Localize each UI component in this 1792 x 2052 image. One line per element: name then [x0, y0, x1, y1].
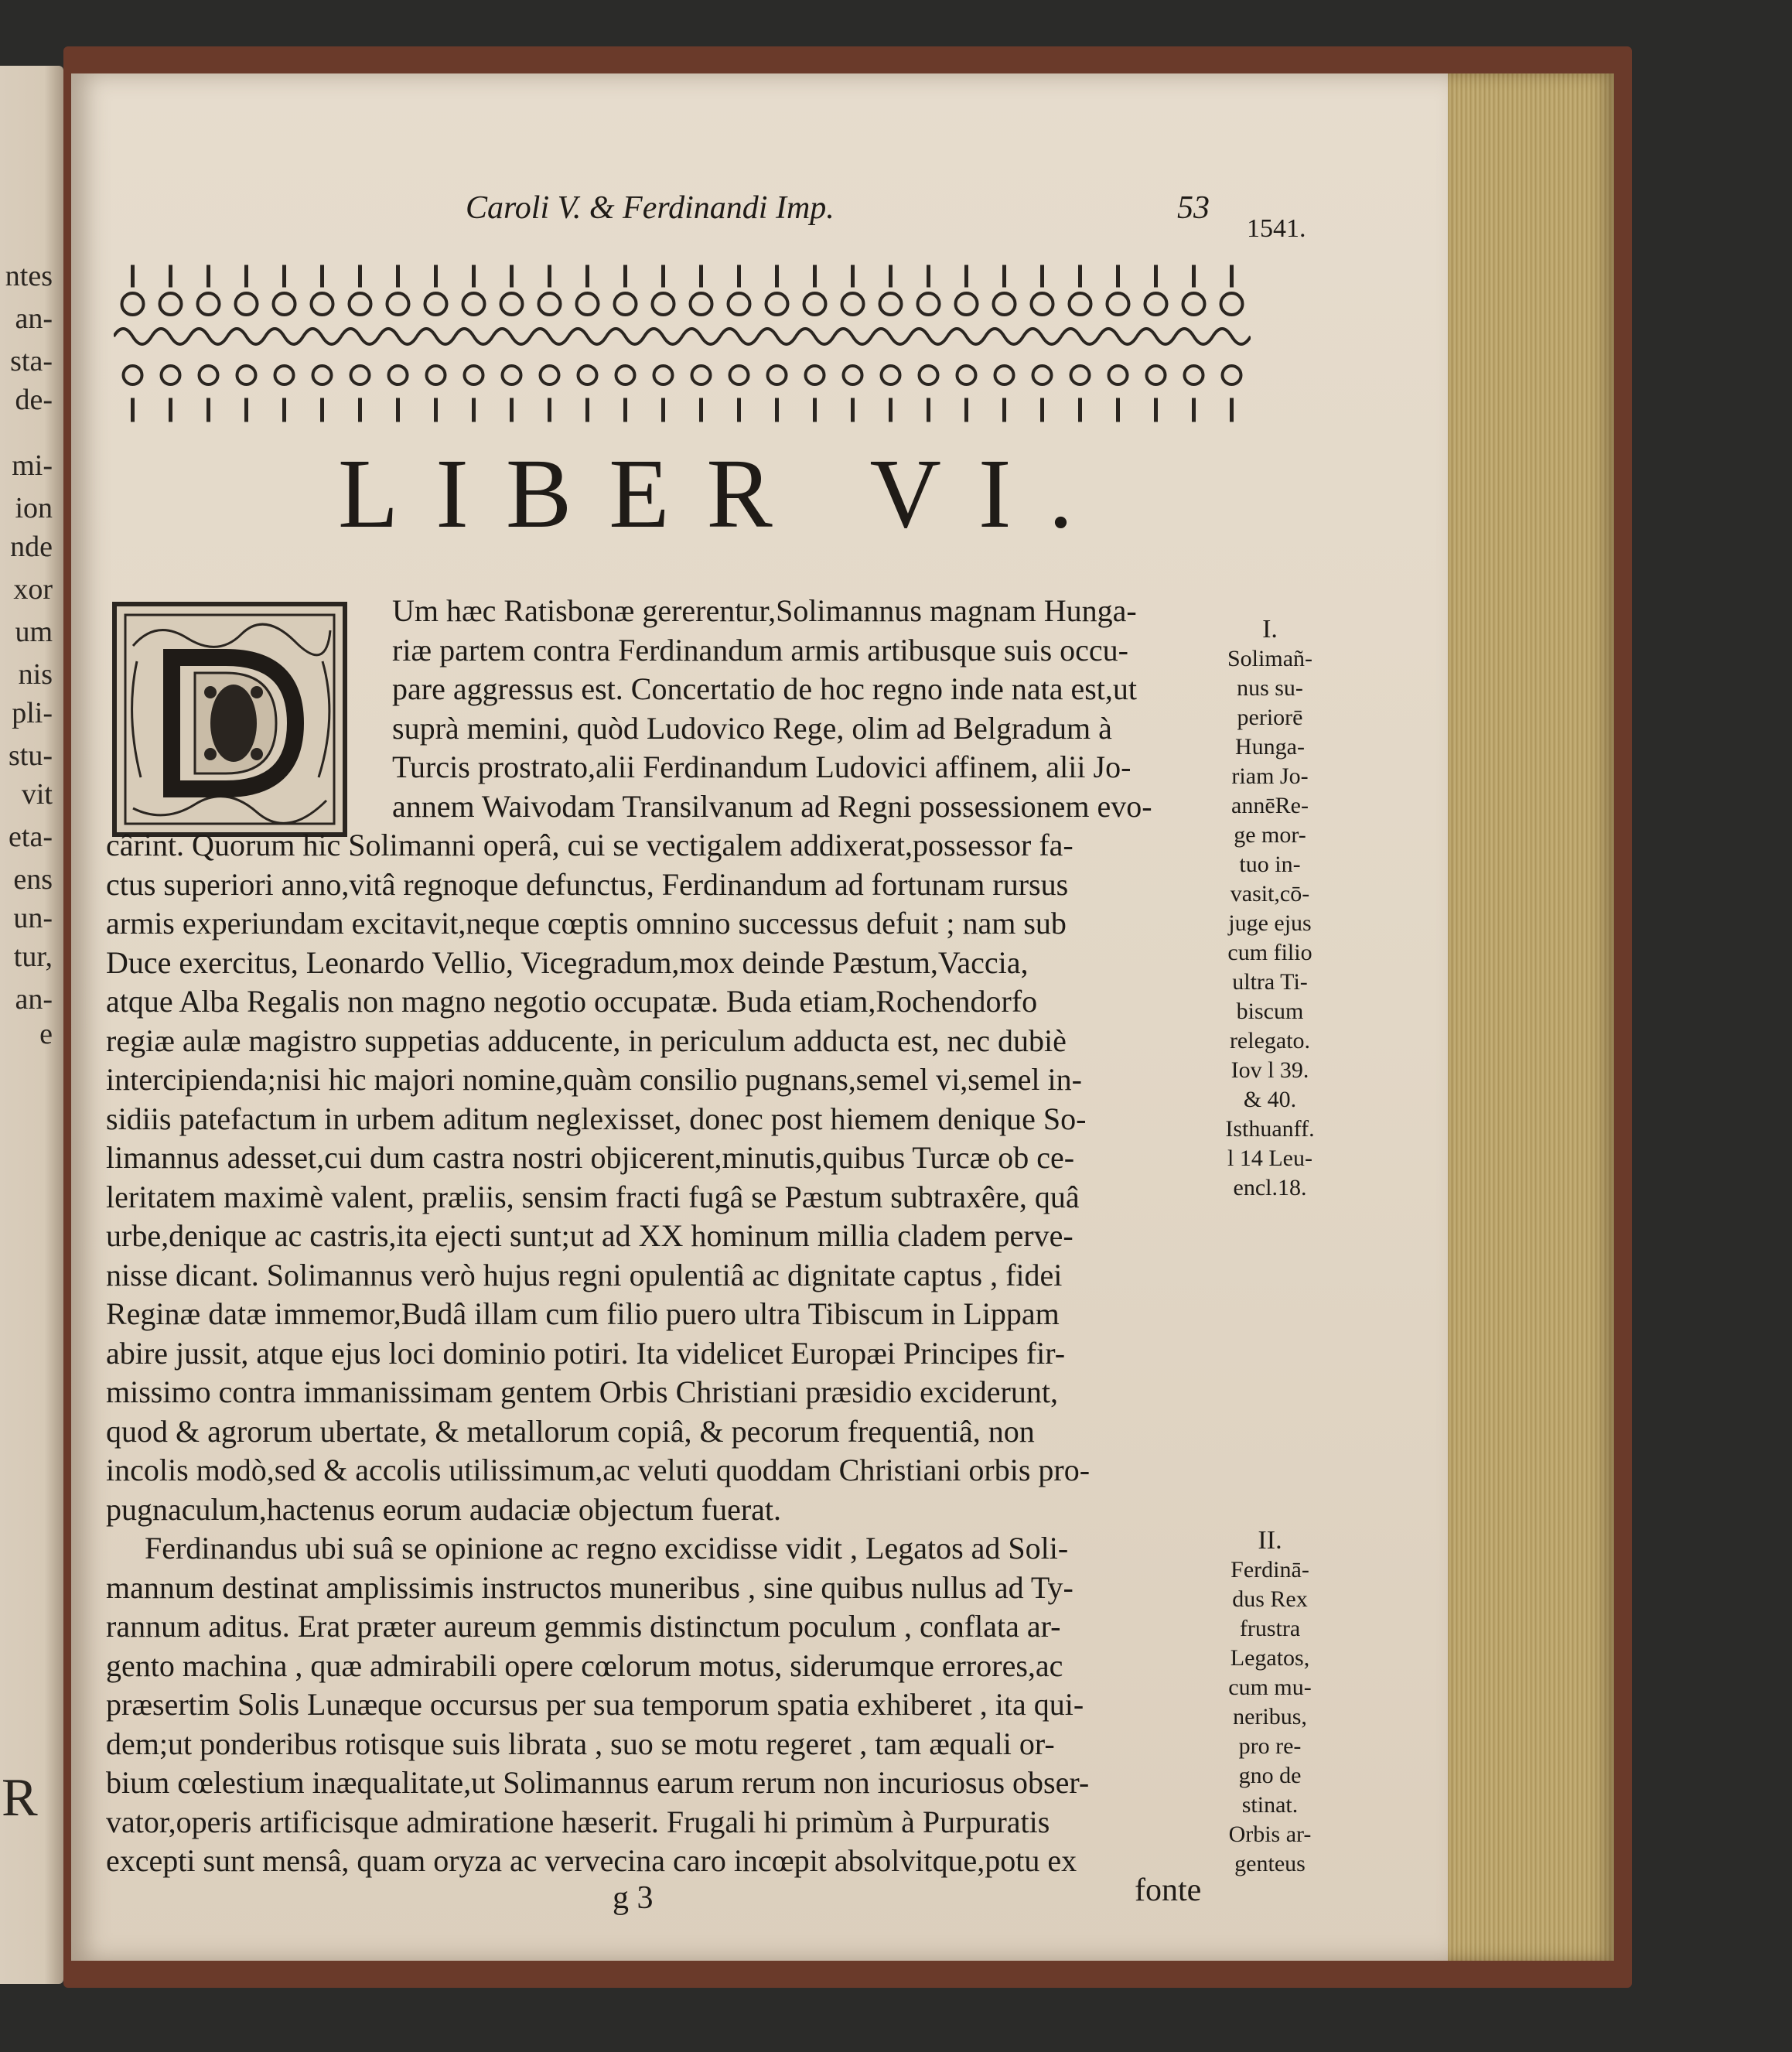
previous-page-fragment: pli-	[12, 697, 53, 729]
ornament-fleuron	[844, 366, 862, 384]
ornament-fleuron	[463, 293, 485, 315]
text-line: Um hæc Ratisbonæ gererentur,Solimannus magnam Hunga-	[392, 593, 1137, 628]
ornament-stem	[965, 398, 968, 422]
text-line: abire jussit, atque ejus loci dominio potiri. Ita videlicet Europæi Principes fir-	[106, 1335, 1066, 1371]
ornament-scroll	[834, 329, 872, 344]
marginal-note-line: vasit,cō-	[1230, 881, 1310, 906]
book-page	[71, 73, 1448, 1961]
ornament-fleuron	[312, 293, 333, 315]
ornament-scroll	[303, 329, 341, 344]
ornament-fleuron	[501, 293, 523, 315]
ornament-fleuron	[1070, 293, 1091, 315]
marginal-note-line: l 14 Leu-	[1227, 1146, 1312, 1171]
ornament-stem	[814, 265, 817, 287]
ornament-stem	[397, 265, 400, 287]
ornament-fleuron	[389, 366, 408, 384]
ornament-stem	[700, 398, 703, 422]
ornament-stem	[397, 398, 400, 422]
previous-page-fragment: nde	[10, 531, 53, 563]
ornament-fleuron	[160, 293, 182, 315]
ornament-scroll	[227, 329, 265, 344]
ornament-fleuron	[615, 293, 637, 315]
ornament-scroll	[872, 329, 910, 344]
ornament-stem	[131, 398, 135, 422]
marginal-note-line: dus Rex	[1232, 1586, 1308, 1612]
ornament-stem	[359, 398, 362, 422]
text-line: Duce exercitus, Leonardo Vellio, Vicegradum,mox deinde Pæstum,Vaccia,	[106, 944, 1029, 980]
ornament-scroll	[531, 329, 568, 344]
previous-page-fragment: xor	[13, 573, 53, 606]
ornament-stem	[776, 398, 779, 422]
text-line: riæ partem contra Ferdinandum armis artibusque suis occu-	[392, 632, 1128, 667]
marginal-note-line: relegato.	[1229, 1028, 1311, 1053]
ornament-fleuron	[1147, 366, 1166, 384]
ornament-scroll	[568, 329, 606, 344]
marginal-note-line: riam Jo-	[1231, 763, 1309, 789]
text-line: regiæ aulæ magistro suppetias adducente, in periculum adducta est, nec dubiè	[106, 1023, 1067, 1058]
ornamental-headpiece	[114, 259, 1251, 429]
ornament-fleuron	[1221, 293, 1243, 315]
ornament-fleuron	[957, 366, 976, 384]
previous-page-fragment: eta-	[9, 821, 53, 853]
previous-page-fragment: un-	[13, 902, 53, 934]
ornament-stem	[889, 398, 893, 422]
ornament-stem	[852, 398, 855, 422]
ornament-scroll	[1061, 329, 1099, 344]
ornament-scroll	[947, 329, 985, 344]
ornament-fleuron	[692, 366, 711, 384]
ornament-fleuron	[387, 293, 409, 315]
ornament-scroll	[758, 329, 796, 344]
ornament-fleuron	[1223, 366, 1241, 384]
ornament-fleuron	[995, 366, 1014, 384]
ornament-fleuron	[880, 293, 902, 315]
ornament-stem	[245, 265, 248, 287]
ornament-fleuron	[882, 366, 900, 384]
ornament-scroll	[189, 329, 227, 344]
marginal-note-line: genteus	[1234, 1851, 1306, 1876]
text-line: excepti sunt mensâ, quam oryza ac vervecina caro incœpit absolvitque,potu ex	[106, 1843, 1077, 1878]
ornament-stem	[207, 398, 210, 422]
marginal-note-line: Orbis ar-	[1228, 1822, 1312, 1847]
marginal-note-line: neribus,	[1233, 1704, 1307, 1729]
ornament-fleuron	[236, 293, 258, 315]
ornament-scroll	[341, 329, 379, 344]
ornament-fleuron	[918, 293, 940, 315]
ornament-scroll	[455, 329, 493, 344]
ornament-fleuron	[541, 366, 559, 384]
ornament-stem	[131, 265, 135, 287]
ornament-fleuron	[654, 366, 673, 384]
book-heading: LIBER VI.	[338, 439, 1111, 548]
marginal-note-line: frustra	[1239, 1616, 1301, 1641]
previous-page-fragment: stu-	[9, 739, 53, 772]
ornament-scroll	[644, 329, 682, 344]
ornament-scroll	[682, 329, 720, 344]
text-line: Turcis prostrato,alii Ferdinandum Ludovici affinem, alii Jo-	[392, 749, 1132, 784]
ornament-scroll	[1213, 329, 1251, 344]
signature-mark: g 3	[613, 1880, 654, 1916]
ornament-stem	[1117, 265, 1120, 287]
ornament-stem	[662, 265, 665, 287]
marginal-note-line: Iov l 39.	[1231, 1057, 1309, 1083]
ornament-fleuron	[427, 366, 445, 384]
marginal-note-line: gno de	[1238, 1763, 1302, 1788]
ornament-fleuron	[729, 293, 750, 315]
text-line: nisse dicant. Solimannus verò hujus regni opulentiâ ac dignitate captus , fidei	[106, 1257, 1063, 1292]
text-line: Reginæ datæ immemor,Budâ illam cum filio puero ultra Tibiscum in Lippam	[106, 1296, 1060, 1331]
ornament-stem	[700, 265, 703, 287]
marginal-note-line: cum filio	[1227, 940, 1312, 965]
previous-page-fragment: vit	[21, 778, 53, 811]
ornament-stem	[283, 398, 286, 422]
ornament-fleuron	[842, 293, 864, 315]
ornament-scroll	[114, 329, 152, 344]
ornament-fleuron	[994, 293, 1015, 315]
text-line: armis experiundam excitavit,neque cœptis omnino successus defuit ; nam sub	[106, 906, 1067, 941]
ornament-fleuron	[465, 366, 483, 384]
ornament-stem	[245, 398, 248, 422]
ornament-stem	[321, 265, 324, 287]
text-line: atque Alba Regalis non magno negotio occupatæ. Buda etiam,Rochendorfo	[106, 984, 1038, 1019]
text-line: Ferdinandus ubi suâ se opinione ac regno excidisse vidit , Legatos ad Soli-	[145, 1531, 1069, 1565]
ornament-fleuron	[1185, 366, 1203, 384]
marginal-note-line: Isthuanff.	[1225, 1116, 1315, 1142]
ornament-scroll	[796, 329, 834, 344]
ornament-stem	[1079, 265, 1082, 287]
ornament-fleuron	[730, 366, 749, 384]
ornament-fleuron	[237, 366, 256, 384]
ornament-fleuron	[425, 293, 447, 315]
ornament-scroll	[1099, 329, 1137, 344]
marginal-note-number: II.	[1258, 1526, 1282, 1555]
ornament-scroll	[152, 329, 189, 344]
text-line: incolis modò,sed & accolis utilissimum,ac veluti quoddam Christiani orbis pro-	[106, 1453, 1091, 1487]
text-line: missimo contra immanissimam gentem Orbis Christiani præsidio exciderunt,	[106, 1374, 1058, 1409]
ornament-fleuron	[806, 366, 824, 384]
ornament-stem	[169, 265, 172, 287]
text-line: pugnaculum,hactenus eorum audaciæ objectum fuerat.	[106, 1491, 782, 1527]
ornament-scroll	[1023, 329, 1061, 344]
text-line: vator,operis artificisque admiratione hæserit. Frugali hi primùm à Purpuratis	[106, 1804, 1050, 1839]
ornament-scroll	[985, 329, 1023, 344]
text-line: gento machina , quæ admirabili opere cœlorum motus, siderumque errores,ac	[106, 1647, 1063, 1683]
marginal-note-line: & 40.	[1243, 1087, 1297, 1112]
ornament-stem	[548, 265, 551, 287]
marginal-note-line: Hunga-	[1235, 734, 1305, 760]
page-number: 53	[1177, 190, 1210, 226]
marginal-note-line: tuo in-	[1239, 852, 1301, 877]
ornament-scroll	[417, 329, 455, 344]
text-line: ctus superiori anno,vitâ regnoque defunctus, Ferdinandum ad fortunam rursus	[106, 866, 1069, 902]
text-line: leritatem maximè valent, præliis, sensim fracti fugâ se Pæstum subtraxêre, quâ	[106, 1179, 1080, 1214]
ornament-stem	[207, 265, 210, 287]
previous-page-fragment: mi-	[12, 449, 53, 482]
marginal-note-line: Ferdinā-	[1231, 1557, 1309, 1583]
ornament-fleuron	[577, 293, 599, 315]
marginal-note-line: ultra Ti-	[1232, 969, 1308, 995]
ornament-stem	[662, 398, 665, 422]
ornament-stem	[1003, 398, 1006, 422]
ornament-fleuron	[351, 366, 370, 384]
ornament-fleuron	[920, 366, 938, 384]
ornament-fleuron	[200, 366, 218, 384]
ornament-scroll	[606, 329, 644, 344]
previous-page-fragment: nis	[18, 658, 53, 691]
previous-page-fragment: ion	[15, 492, 53, 524]
text-line: dem;ut ponderibus rotisque suis librata , suo se motu regeret , tam æquali or-	[106, 1726, 1055, 1761]
ornament-stem	[1231, 398, 1234, 422]
text-line: limannus adesset,cui dum castra nostri objicerent,minutis,quibus Turcæ ob ce-	[106, 1140, 1075, 1175]
previous-page-fragment: tur,	[13, 941, 53, 973]
ornament-stem	[435, 265, 438, 287]
previous-page-fragment: ens	[13, 863, 53, 896]
ornament-fleuron	[616, 366, 635, 384]
ornament-stem	[738, 265, 741, 287]
ornament-stem	[473, 398, 476, 422]
text-line: pare aggressus est. Concertatio de hoc regno inde nata est,ut	[392, 671, 1138, 706]
ornament-scroll	[720, 329, 758, 344]
ornament-stem	[586, 265, 589, 287]
ornament-stem	[1155, 265, 1158, 287]
marginal-note-line: periorē	[1237, 705, 1303, 730]
ornament-stem	[1003, 265, 1006, 287]
ornament-stem	[889, 265, 893, 287]
ornament-fleuron	[956, 293, 978, 315]
text-line: intercipienda;nisi hic majori nomine,quàm consilio pugnans,semel vi,semel in-	[106, 1062, 1082, 1097]
marginal-note-line: juge ejus	[1228, 910, 1312, 936]
ornament-fleuron	[162, 366, 180, 384]
ornament-stem	[1193, 398, 1196, 422]
ornament-scroll	[1175, 329, 1213, 344]
previous-page-mark: R	[2, 1768, 38, 1828]
ornament-fleuron	[122, 293, 144, 315]
text-line: mannum destinat amplissimis instructos muneribus , sine quibus nullus ad Ty-	[106, 1569, 1073, 1605]
ornament-stem	[548, 398, 551, 422]
ornament-stem	[1231, 265, 1234, 287]
ornament-fleuron	[766, 293, 788, 315]
previous-page-fragment: de-	[15, 384, 53, 416]
marginal-note-line: nus su-	[1237, 675, 1303, 701]
ornament-fleuron	[1032, 293, 1053, 315]
text-line: sidiis patefactum in urbem aditum neglexisset, donec post hiemem denique So-	[106, 1101, 1087, 1136]
previous-page-fragment: sta-	[10, 345, 53, 377]
previous-page-fragment: e	[39, 1018, 53, 1050]
ornament-stem	[927, 398, 930, 422]
ornament-stem	[1041, 398, 1044, 422]
marginal-note-line: pro re-	[1238, 1733, 1302, 1759]
ornament-stem	[624, 398, 627, 422]
catchword: fonte	[1135, 1873, 1202, 1908]
ornament-fleuron	[124, 366, 142, 384]
marginal-note-line: biscum	[1236, 999, 1304, 1024]
text-line: suprà memini, quòd Ludovico Rege, olim ad Belgradum à	[392, 710, 1112, 746]
ornament-fleuron	[653, 293, 674, 315]
ornament-fleuron	[1033, 366, 1052, 384]
marginal-note-line: stinat.	[1241, 1792, 1299, 1818]
text-line: præsertim Solis Lunæque occursus per sua temporum spatia exhiberet , ita qui-	[106, 1687, 1084, 1722]
marginal-note-line: ge mor-	[1234, 822, 1306, 848]
ornament-stem	[321, 398, 324, 422]
year-marker: 1541.	[1247, 214, 1306, 243]
ornament-fleuron	[1108, 293, 1129, 315]
previous-page-fragment: an-	[15, 983, 53, 1016]
marginal-note-line: cum mu-	[1228, 1675, 1312, 1700]
text-line: annem Waivodam Transilvanum ad Regni possessionem evo-	[392, 788, 1152, 824]
ornament-stem	[776, 265, 779, 287]
ornament-fleuron	[768, 366, 787, 384]
ornament-fleuron	[313, 366, 332, 384]
ornament-stem	[473, 265, 476, 287]
main-text-block	[106, 592, 1251, 1881]
marginal-note-line: Solimañ-	[1227, 646, 1312, 671]
ornament-fleuron	[503, 366, 521, 384]
ornament-stem	[1155, 398, 1158, 422]
ornament-stem	[586, 398, 589, 422]
previous-page-fragment: um	[15, 616, 53, 648]
ornament-scroll	[910, 329, 947, 344]
ornament-fleuron	[1183, 293, 1205, 315]
marginal-note-line: Legatos,	[1230, 1645, 1310, 1671]
ornament-fleuron	[691, 293, 712, 315]
ornament-fleuron	[1109, 366, 1128, 384]
text-line: rannum aditus. Erat præter aureum gemmis distinctum poculum , conflata ar-	[106, 1609, 1061, 1644]
ornament-stem	[814, 398, 817, 422]
ornament-stem	[624, 265, 627, 287]
text-line: urbe,denique ac castris,ita ejecti sunt;ut ad XX hominum millia cladem perve-	[106, 1218, 1073, 1253]
gilt-page-edges	[1448, 73, 1614, 1961]
ornament-scroll	[493, 329, 531, 344]
ornament-stem	[283, 265, 286, 287]
marginal-note-1	[1220, 615, 1320, 1203]
ornament-scroll	[265, 329, 303, 344]
ornament-stem	[510, 265, 514, 287]
marginal-note-line: encl.18.	[1233, 1175, 1307, 1200]
ornament-fleuron	[1071, 366, 1090, 384]
ornament-stem	[927, 265, 930, 287]
ornament-stem	[1193, 265, 1196, 287]
marginal-note-line: annēRe-	[1231, 793, 1309, 818]
ornament-stem	[169, 398, 172, 422]
marginal-note-number: I.	[1262, 615, 1278, 644]
text-line: bium cœlestium inæqualitate,ut Solimannus earum rerum non incuriosus obser-	[106, 1765, 1090, 1800]
ornament-stem	[1117, 398, 1120, 422]
text-line: quod & agrorum ubertate, & metallorum copiâ, & pecorum frequentiâ, non	[106, 1413, 1035, 1449]
previous-page-fragment: an-	[15, 302, 53, 335]
marginal-note-2	[1220, 1526, 1320, 1879]
previous-page-fragment: ntes	[5, 260, 53, 292]
ornament-fleuron	[579, 366, 597, 384]
ornament-scroll	[379, 329, 417, 344]
ornament-scroll	[1137, 329, 1175, 344]
ornament-stem	[1079, 398, 1082, 422]
ornament-stem	[359, 265, 362, 287]
ornament-fleuron	[275, 366, 294, 384]
ornament-stem	[738, 398, 741, 422]
ornament-stem	[1041, 265, 1044, 287]
previous-page-edge	[0, 66, 63, 1984]
text-line: cârint. Quorum hic Solimanni operâ, cui se vectigalem addixerat,possessor fa-	[106, 828, 1073, 862]
ornament-fleuron	[539, 293, 561, 315]
ornament-fleuron	[350, 293, 371, 315]
ornament-fleuron	[198, 293, 220, 315]
ornament-stem	[435, 398, 438, 422]
ornament-fleuron	[1145, 293, 1167, 315]
ornament-stem	[852, 265, 855, 287]
running-title: Caroli V. & Ferdinandi Imp.	[466, 190, 835, 226]
ornament-stem	[510, 398, 514, 422]
ornament-fleuron	[804, 293, 826, 315]
ornament-fleuron	[274, 293, 295, 315]
ornament-stem	[965, 265, 968, 287]
running-head	[71, 189, 1448, 243]
